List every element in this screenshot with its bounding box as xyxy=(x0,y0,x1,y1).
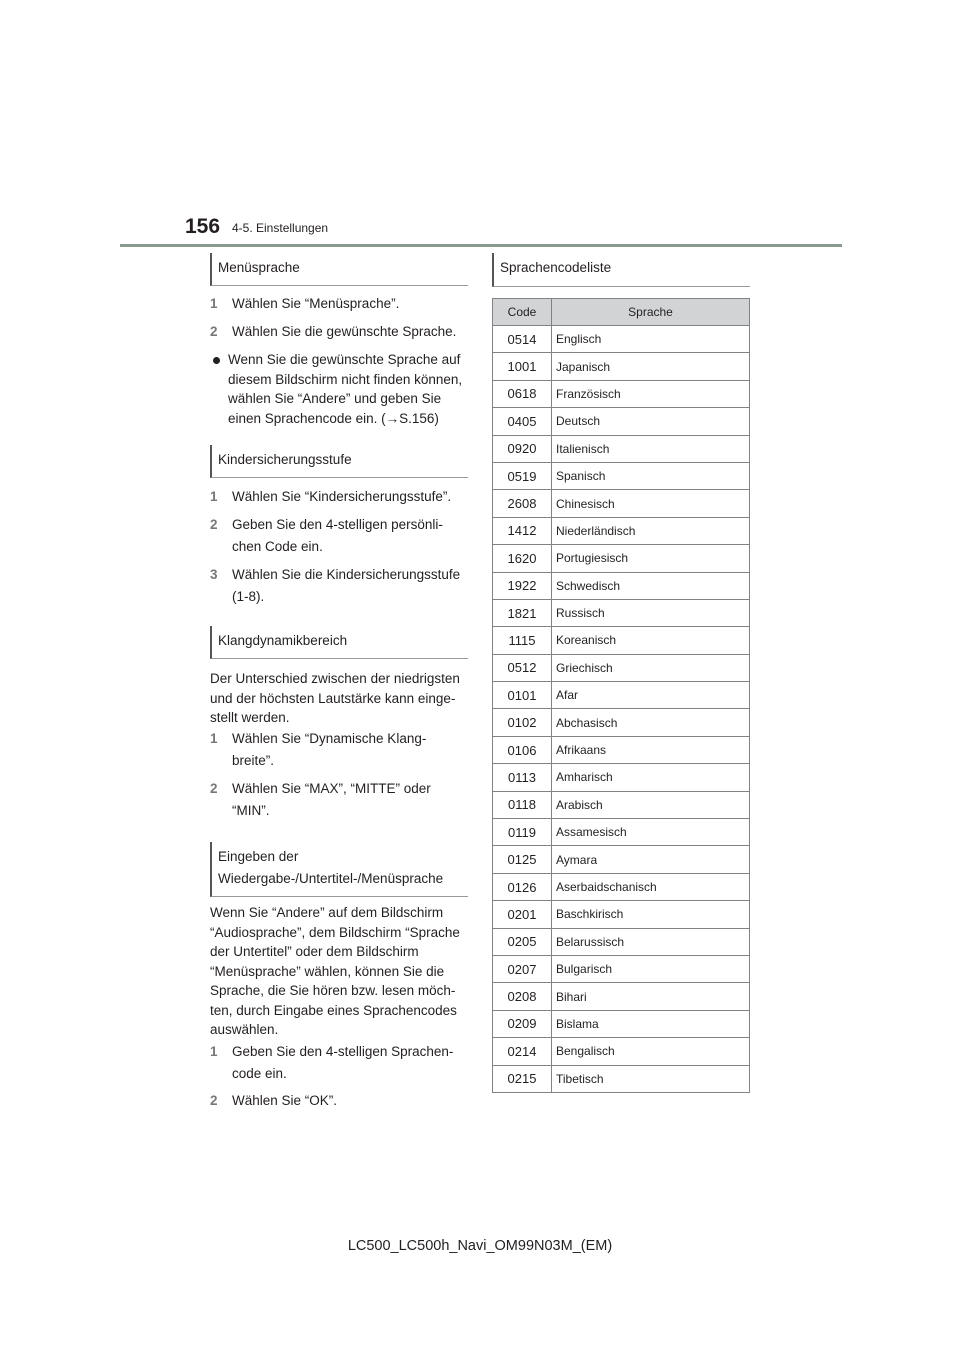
dynamic-step xyxy=(210,728,468,772)
language-name-cell: Bulgarisch xyxy=(552,955,750,982)
step-number: 1 xyxy=(210,731,218,746)
language-name-cell: Baschkirisch xyxy=(552,901,750,928)
code-list-heading: Sprachencodeliste xyxy=(492,253,750,287)
language-code-cell: 0125 xyxy=(493,846,552,873)
table-row xyxy=(493,545,750,572)
language-name-cell: Amharisch xyxy=(552,764,750,791)
bullet-icon xyxy=(213,357,220,364)
language-code-cell: 1001 xyxy=(493,353,552,380)
parental-step xyxy=(210,486,468,508)
page-number: 156 xyxy=(185,215,221,238)
table-row xyxy=(493,462,750,489)
dynamic-intro: Der Unterschied zwischen der niedrigsten und der höchsten Lautstärke kann einge-stellt werden. xyxy=(210,671,460,725)
table-row xyxy=(493,599,750,626)
language-name-cell: Griechisch xyxy=(552,654,750,681)
step-number: 3 xyxy=(210,567,218,582)
language-code-cell: 0519 xyxy=(493,462,552,489)
table-row xyxy=(493,901,750,928)
language-code-cell: 1412 xyxy=(493,517,552,544)
column-header-code: Code xyxy=(493,299,552,326)
language-name-cell: Afrikaans xyxy=(552,736,750,763)
table-row xyxy=(493,326,750,353)
language-name-cell: Schwedisch xyxy=(552,572,750,599)
step-text: Wählen Sie “Kindersicherungsstufe”. xyxy=(232,489,452,504)
language-code-cell: 0215 xyxy=(493,1065,552,1092)
language-code-cell: 0214 xyxy=(493,1038,552,1065)
language-code-cell: 0102 xyxy=(493,709,552,736)
parental-heading: Kindersicherungsstufe xyxy=(210,445,468,478)
language-code-cell: 1922 xyxy=(493,572,552,599)
step-text: Geben Sie den 4-stelligen Sprachen-code ein. xyxy=(232,1044,454,1081)
language-name-cell: Italienisch xyxy=(552,435,750,462)
column-header-language: Sprache xyxy=(552,299,750,326)
table-row xyxy=(493,983,750,1010)
language-code-cell: 0119 xyxy=(493,819,552,846)
table-row xyxy=(493,408,750,435)
language-code-cell: 2608 xyxy=(493,490,552,517)
menu-language-heading: Menüsprache xyxy=(210,253,468,286)
entry-intro: Wenn Sie “Andere” auf dem Bildschirm “Audiosprache”, dem Bildschirm “Sprache der Untertitel” oder dem Bildschirm “Menüsprache” wählen, können Sie die Sprache, die Sie hören bzw. lesen möch-ten, durch Eingabe eines Sprachencodes auswählen. xyxy=(210,905,460,1037)
language-code-cell: 0201 xyxy=(493,901,552,928)
table-row xyxy=(493,1010,750,1037)
step-text: Wählen Sie “MAX”, “MITTE” oder “MIN”. xyxy=(232,781,431,818)
language-name-cell: Afar xyxy=(552,682,750,709)
language-code-cell: 0118 xyxy=(493,791,552,818)
language-name-cell: Japanisch xyxy=(552,353,750,380)
table-row xyxy=(493,572,750,599)
language-name-cell: Arabisch xyxy=(552,791,750,818)
step-number: 2 xyxy=(210,781,218,796)
language-code-cell: 0101 xyxy=(493,682,552,709)
table-row xyxy=(493,955,750,982)
language-code-cell: 1115 xyxy=(493,627,552,654)
language-name-cell: Tibetisch xyxy=(552,1065,750,1092)
language-name-cell: Englisch xyxy=(552,326,750,353)
table-row xyxy=(493,1065,750,1092)
language-name-cell: Russisch xyxy=(552,599,750,626)
table-row xyxy=(493,517,750,544)
language-code-cell: 0512 xyxy=(493,654,552,681)
language-name-cell: Aserbaidschanisch xyxy=(552,873,750,900)
step-number: 2 xyxy=(210,517,218,532)
step-text: Wählen Sie die gewünschte Sprache. xyxy=(232,324,457,339)
language-code-cell: 0514 xyxy=(493,326,552,353)
language-code-cell: 0405 xyxy=(493,408,552,435)
language-name-cell: Bengalisch xyxy=(552,1038,750,1065)
step-number: 1 xyxy=(210,489,218,504)
language-code-cell: 0208 xyxy=(493,983,552,1010)
parental-step xyxy=(210,564,468,608)
language-name-cell: Chinesisch xyxy=(552,490,750,517)
language-code-cell: 0209 xyxy=(493,1010,552,1037)
language-name-cell: Koreanisch xyxy=(552,627,750,654)
table-row xyxy=(493,353,750,380)
language-name-cell: Bislama xyxy=(552,1010,750,1037)
step-number: 2 xyxy=(210,324,218,339)
table-row xyxy=(493,490,750,517)
section-label: 4-5. Einstellungen xyxy=(232,221,329,235)
language-code-cell: 0618 xyxy=(493,380,552,407)
entry-step xyxy=(210,1041,468,1085)
language-code-table xyxy=(492,298,750,1093)
language-name-cell: Abchasisch xyxy=(552,709,750,736)
entry-heading: Eingeben der Wiedergabe-/Untertitel-/Menüsprache xyxy=(210,842,468,897)
table-row xyxy=(493,627,750,654)
language-name-cell: Portugiesisch xyxy=(552,545,750,572)
step-text: Geben Sie den 4-stelligen persönli-chen Code ein. xyxy=(232,517,443,554)
table-row xyxy=(493,682,750,709)
table-row xyxy=(493,819,750,846)
step-text: Wählen Sie “OK”. xyxy=(232,1093,338,1108)
dynamic-heading: Klangdynamikbereich xyxy=(210,626,468,659)
menu-language-step xyxy=(210,293,468,315)
parental-step xyxy=(210,514,468,558)
language-name-cell: Bihari xyxy=(552,983,750,1010)
language-code-cell: 1620 xyxy=(493,545,552,572)
table-header-row xyxy=(493,299,750,326)
language-code-cell: 0207 xyxy=(493,955,552,982)
entry-step xyxy=(210,1090,468,1112)
language-name-cell: Deutsch xyxy=(552,408,750,435)
step-number: 2 xyxy=(210,1093,218,1108)
language-name-cell: Assamesisch xyxy=(552,819,750,846)
table-row xyxy=(493,873,750,900)
header-rule xyxy=(120,244,842,247)
language-code-cell: 0113 xyxy=(493,764,552,791)
table-body xyxy=(493,326,750,1093)
language-name-cell: Belarussisch xyxy=(552,928,750,955)
language-code-cell: 1821 xyxy=(493,599,552,626)
step-number: 1 xyxy=(210,1044,218,1059)
step-text: Wählen Sie “Dynamische Klang-breite”. xyxy=(232,731,427,768)
table-row xyxy=(493,1038,750,1065)
dynamic-step xyxy=(210,778,468,822)
table-row xyxy=(493,709,750,736)
step-number: 1 xyxy=(210,296,218,311)
language-code-cell: 0920 xyxy=(493,435,552,462)
menu-language-note xyxy=(210,350,468,428)
table-row xyxy=(493,380,750,407)
table-row xyxy=(493,654,750,681)
language-name-cell: Niederländisch xyxy=(552,517,750,544)
table-row xyxy=(493,928,750,955)
table-row xyxy=(493,736,750,763)
language-code-cell: 0106 xyxy=(493,736,552,763)
language-name-cell: Aymara xyxy=(552,846,750,873)
language-code-cell: 0126 xyxy=(493,873,552,900)
language-code-cell: 0205 xyxy=(493,928,552,955)
language-name-cell: Französisch xyxy=(552,380,750,407)
table-row xyxy=(493,435,750,462)
table-row xyxy=(493,791,750,818)
language-name-cell: Spanisch xyxy=(552,462,750,489)
menu-language-step xyxy=(210,321,468,343)
footer-document-id: LC500_LC500h_Navi_OM99N03M_(EM) xyxy=(347,1238,613,1254)
step-text: Wählen Sie die Kindersicherungsstufe (1-8). xyxy=(232,567,461,604)
table-row xyxy=(493,764,750,791)
table-row xyxy=(493,846,750,873)
note-text: Wenn Sie die gewünschte Sprache auf diesem Bildschirm nicht finden können, wählen Sie “Andere” und geben Sie einen Sprachencode ein. (→S.156) xyxy=(228,352,463,426)
step-text: Wählen Sie “Menüsprache”. xyxy=(232,296,400,311)
